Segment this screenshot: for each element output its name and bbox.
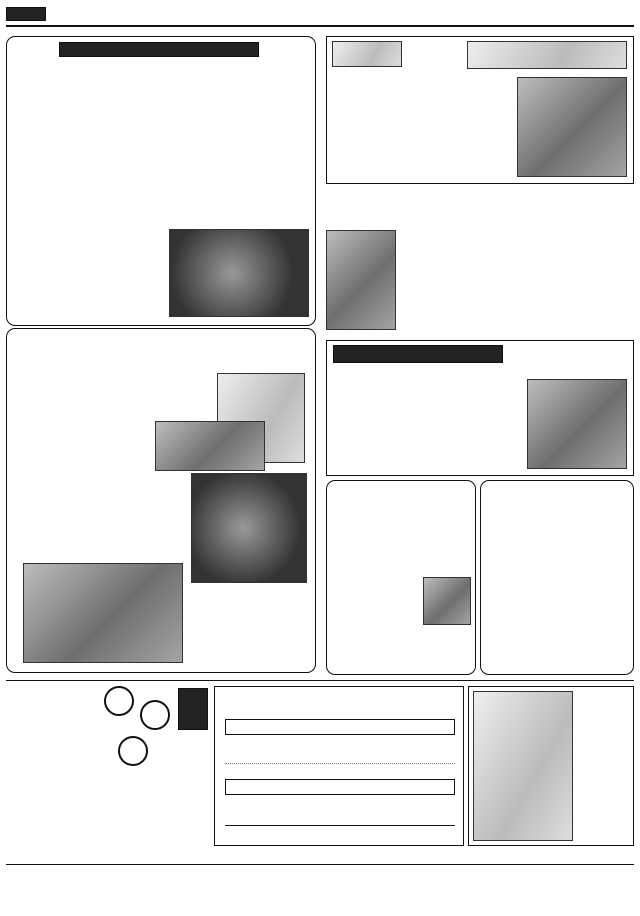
tokushima-photo [423, 577, 471, 625]
events-title [225, 691, 455, 705]
kochi-heading [489, 487, 627, 513]
recipe-ingredients [45, 395, 245, 417]
flower-photo [326, 230, 396, 330]
event2-dates [225, 767, 455, 777]
section-divider [6, 680, 634, 681]
header-tagline [50, 7, 345, 21]
pottery-sign-art [467, 41, 627, 69]
recipe-title [119, 335, 304, 373]
fish-photo [169, 229, 309, 317]
events-footer [225, 825, 455, 841]
events-divider [225, 763, 455, 764]
china-photo [527, 379, 627, 469]
china-box [326, 340, 634, 476]
footer-offices [6, 866, 634, 912]
footer-company [392, 852, 634, 862]
header-communication [420, 10, 548, 20]
header-rule [6, 25, 634, 27]
china-banner [333, 345, 503, 363]
pottery-label-art [332, 41, 402, 67]
china-body [337, 371, 517, 471]
issue-number [578, 9, 634, 21]
kochi-box [480, 480, 634, 675]
footer-rule [6, 864, 634, 865]
brand-badge [6, 7, 46, 21]
grilling-photo [191, 473, 307, 583]
pottery-box [326, 36, 634, 184]
blog-title [137, 65, 307, 95]
flower-reading [326, 206, 391, 216]
events-box [214, 686, 464, 846]
event2-title [225, 779, 455, 795]
stone-gallery-title [579, 693, 629, 841]
blog-byline [45, 65, 135, 93]
event1-title [225, 719, 455, 735]
event1-note [225, 737, 455, 747]
stone-gallery [468, 686, 634, 846]
china-caption [527, 367, 627, 377]
pottery-photo [517, 77, 627, 177]
tokushima-heading [335, 487, 469, 513]
recipe-body [45, 441, 215, 557]
pottery-body [335, 85, 515, 179]
event1-contact [225, 749, 455, 759]
event1-dates [225, 707, 455, 717]
flower-body [400, 190, 634, 330]
flower-heading [326, 186, 391, 206]
blog-column [6, 36, 316, 326]
dish-photo [23, 563, 183, 663]
blog-banner [59, 42, 259, 57]
flower-latin [326, 216, 391, 226]
recipe-byline [25, 339, 117, 369]
tokushima-box [326, 480, 476, 675]
stone-gallery-poster [473, 691, 573, 841]
recipe-column [6, 328, 316, 673]
editor-notes [8, 686, 208, 844]
footer-info [6, 852, 386, 862]
kochi-body [489, 517, 627, 667]
